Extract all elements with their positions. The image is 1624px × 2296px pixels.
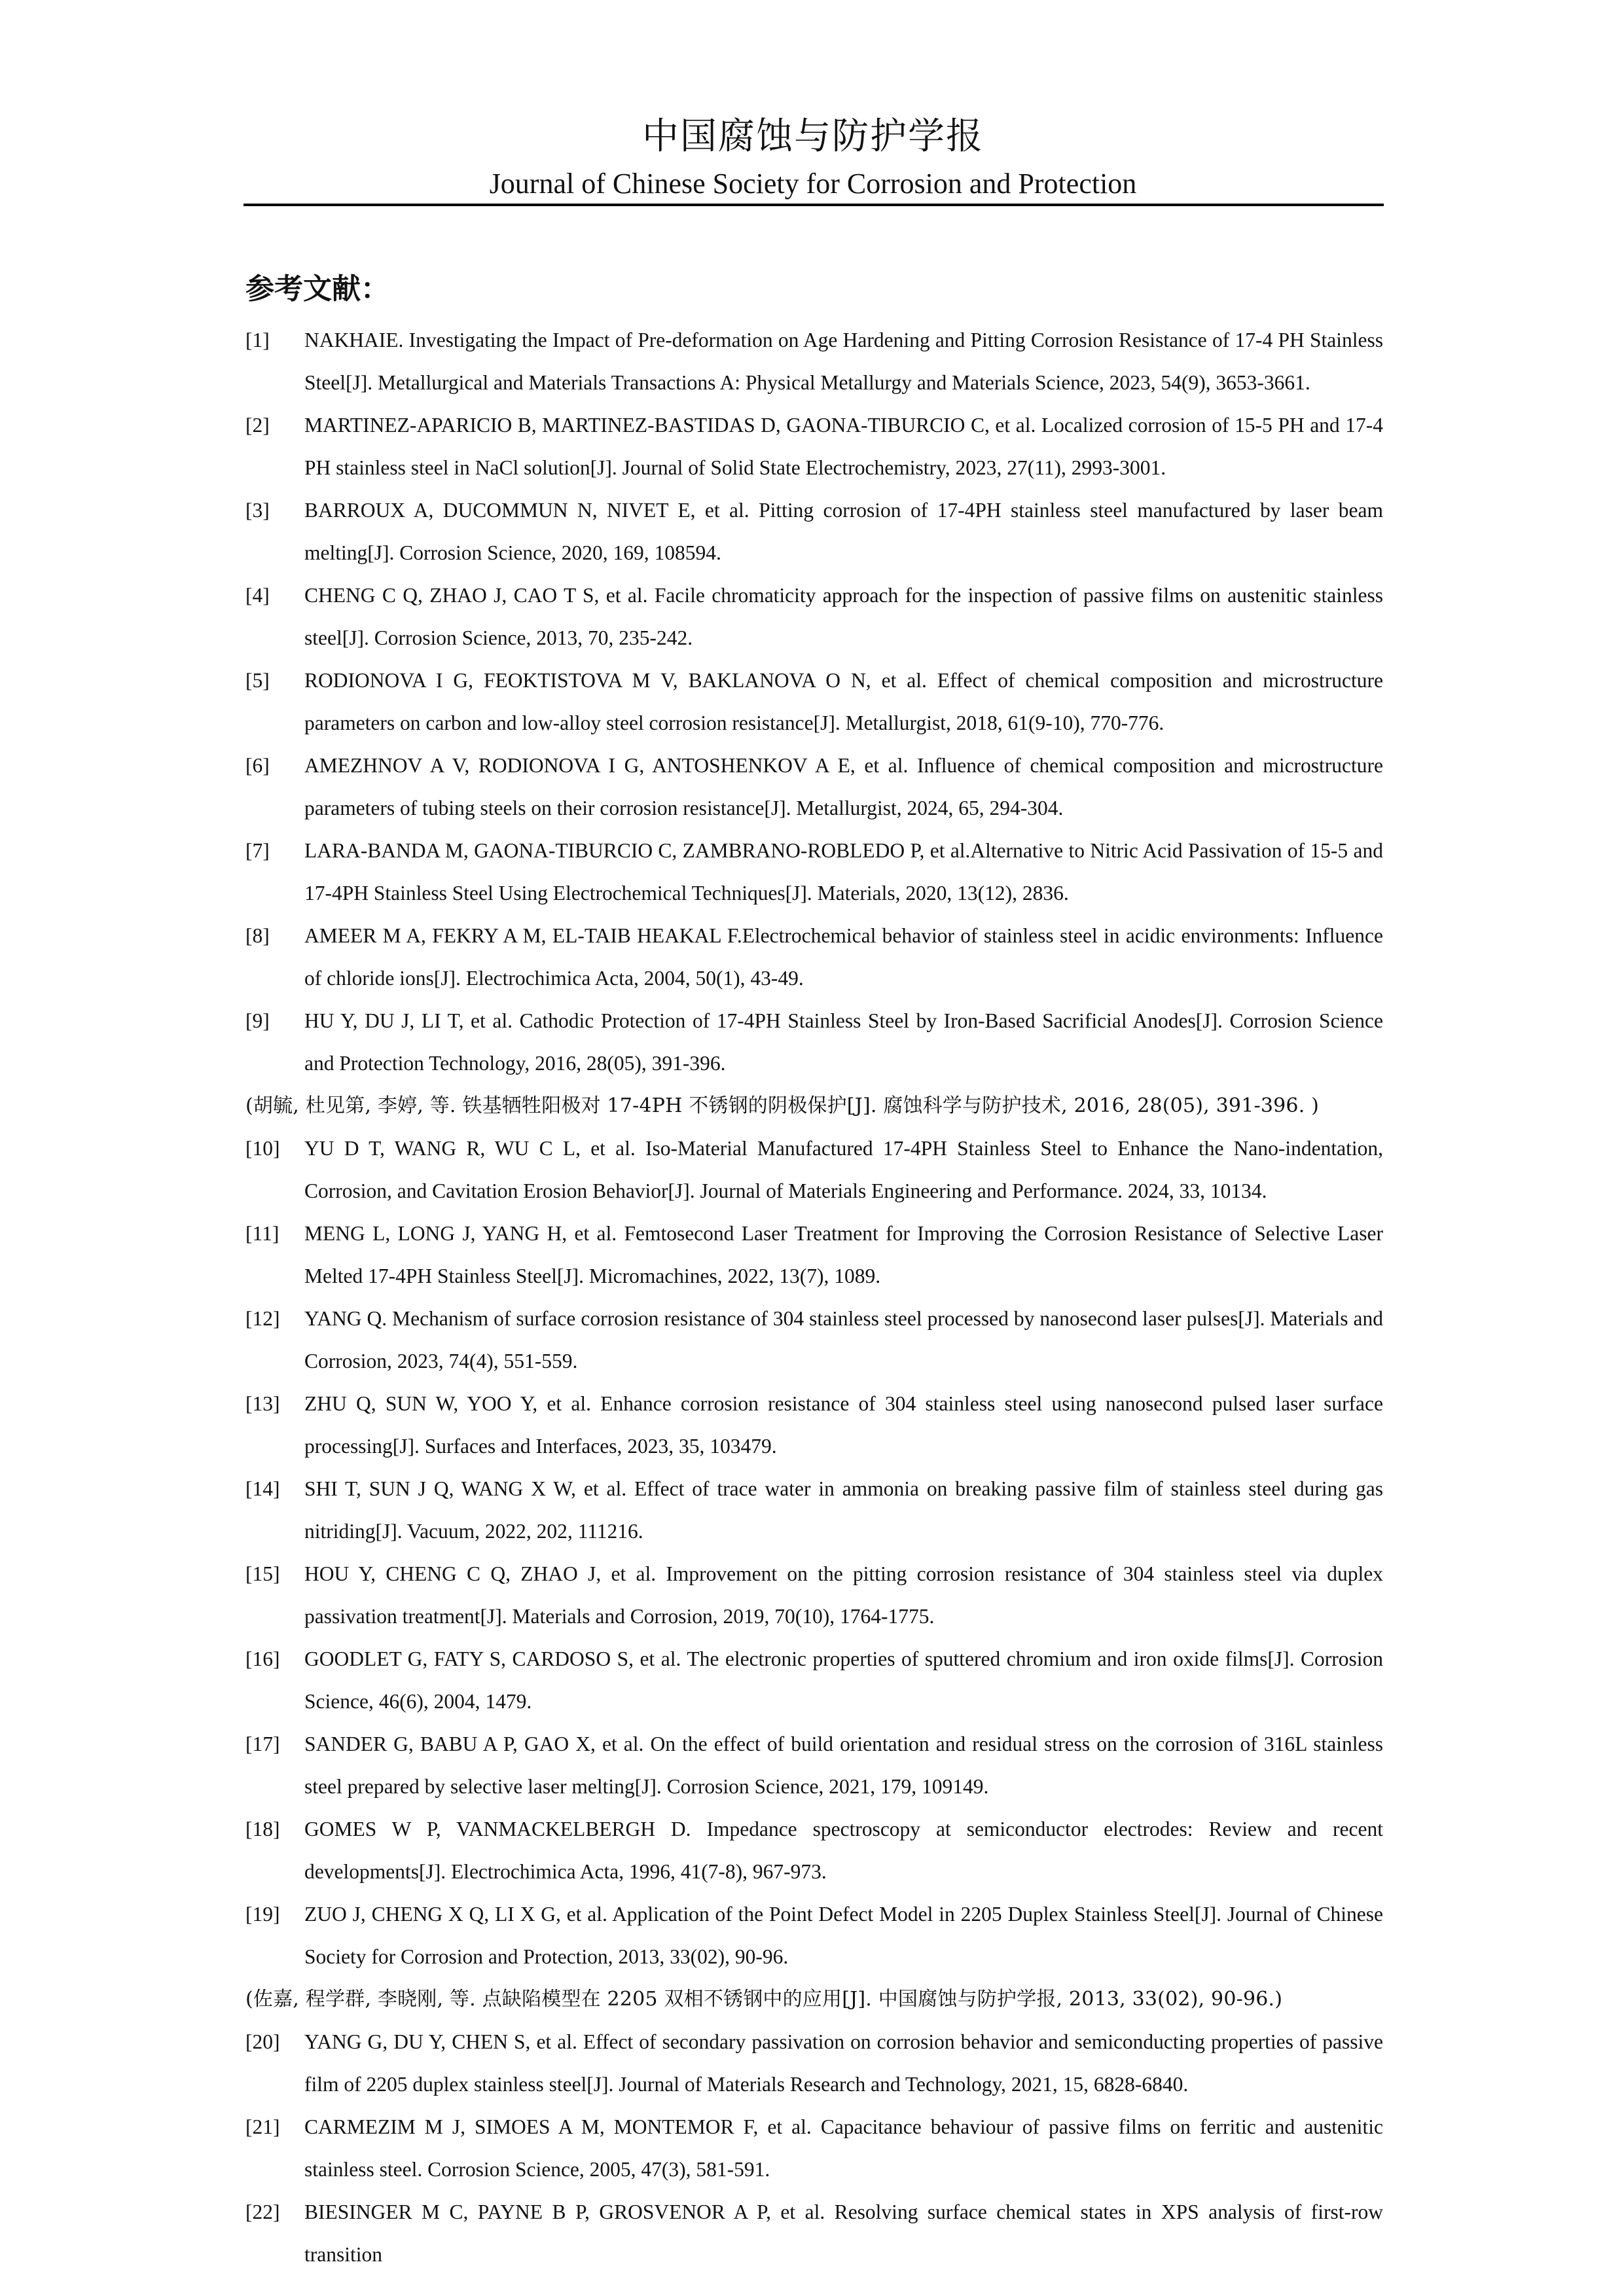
reference-number: [15] [245, 1562, 280, 1585]
reference-translation-note: (胡毓, 杜见第, 李婷, 等. 铁基牺牲阳极对 17-4PH 不锈钢的阴极保护[J]. 腐蚀科学与防护技术, 2016, 28(05), 391-396. ) [245, 1094, 1320, 1117]
reference-number: [12] [245, 1307, 280, 1330]
journal-title-en: Journal of Chinese Society for Corrosion and Protection [489, 168, 1137, 200]
reference-number: [10] [245, 1137, 280, 1160]
references-heading: 参考文献： [245, 272, 389, 306]
reference-item [245, 2191, 1383, 2276]
reference-number: [6] [245, 754, 270, 777]
reference-text: ZUO J, CHENG X Q, LI X G, et al. Application of the Point Defect Model in 2205 Duplex Stainless Steel[J]. Journal of Chinese Society for Corrosion and Protection, 2013, 33(02), 90-96. [304, 1903, 1383, 1968]
reference-item [245, 1893, 1383, 1978]
reference-text: YANG G, DU Y, CHEN S, et al. Effect of secondary passivation on corrosion behavior and semiconducting properties of passive film of 2205 duplex stainless steel[J]. Journal of Materials Research and Technology, 2021, 15, 6828-6840. [304, 2030, 1383, 2096]
reference-number: [7] [245, 839, 270, 862]
reference-item [245, 2106, 1383, 2191]
reference-item [245, 1552, 1383, 1638]
reference-text: HU Y, DU J, LI T, et al. Cathodic Protection of 17-4PH Stainless Steel by Iron-Based Sacrificial Anodes[J]. Corrosion Science and Protection Technology, 2016, 28(05), 391-396. [304, 1009, 1383, 1075]
reference-text: HOU Y, CHENG C Q, ZHAO J, et al. Improvement on the pitting corrosion resistance of 304 stainless steel via duplex passivation treatment[J]. Materials and Corrosion, 2019, 70(10), 1764-1775. [304, 1562, 1383, 1628]
reference-text: GOMES W P, VANMACKELBERGH D. Impedance spectroscopy at semiconductor electrodes: Review and recent developments[J]. Electrochimica Acta, 1996, 41(7-8), 967-973. [304, 1818, 1383, 1883]
reference-item [245, 1638, 1383, 1723]
reference-text: YANG Q. Mechanism of surface corrosion resistance of 304 stainless steel processed by nanosecond laser pulses[J]. Materials and Corrosion, 2023, 74(4), 551-559. [304, 1307, 1383, 1372]
reference-number: [1] [245, 329, 270, 351]
reference-item [245, 489, 1383, 574]
reference-text: SANDER G, BABU A P, GAO X, et al. On the effect of build orientation and residual stress on the corrosion of 316L stainless steel prepared by selective laser melting[J]. Corrosion Science, 2021, 179, 109149. [304, 1732, 1383, 1798]
reference-text: BIESINGER M C, PAYNE B P, GROSVENOR A P, et al. Resolving surface chemical states in XPS analysis of first-row transition [304, 2200, 1383, 2266]
reference-number: [22] [245, 2200, 280, 2223]
reference-number: [20] [245, 2030, 280, 2053]
reference-text: AMEZHNOV A V, RODIONOVA I G, ANTOSHENKOV A E, et al. Influence of chemical composition and microstructure parameters of tubing steels on their corrosion resistance[J]. Metallurgist, 2024, 65, 294-304. [304, 754, 1383, 819]
reference-text: ZHU Q, SUN W, YOO Y, et al. Enhance corrosion resistance of 304 stainless steel using nanosecond pulsed laser surface processing[J]. Surfaces and Interfaces, 2023, 35, 103479. [304, 1392, 1383, 1458]
reference-number: [2] [245, 414, 270, 437]
reference-number: [9] [245, 1009, 270, 1032]
reference-text: MENG L, LONG J, YANG H, et al. Femtosecond Laser Treatment for Improving the Corrosion Resistance of Selective Laser Melted 17-4PH Stainless Steel[J]. Micromachines, 2022, 13(7), 1089. [304, 1222, 1383, 1287]
reference-item [245, 2020, 1383, 2106]
reference-item [245, 404, 1383, 489]
reference-text: LARA-BANDA M, GAONA-TIBURCIO C, ZAMBRANO-ROBLEDO P, et al.Alternative to Nitric Acid Passivation of 15-5 and 17-4PH Stainless Steel Using Electrochemical Techniques[J]. Materials, 2020, 13(12), 2836. [304, 839, 1383, 905]
reference-number: [19] [245, 1903, 280, 1926]
reference-text: YU D T, WANG R, WU C L, et al. Iso-Material Manufactured 17-4PH Stainless Steel to Enhance the Nano-indentation, Corrosion, and Cavitation Erosion Behavior[J]. Journal of Materials Engineering and Performance. 2024, 33, 10134. [304, 1137, 1383, 1202]
reference-item [245, 1212, 1383, 1297]
reference-item [245, 1127, 1383, 1212]
reference-number: [3] [245, 499, 270, 522]
reference-list [245, 319, 1383, 2276]
reference-number: [11] [245, 1222, 280, 1245]
reference-item [245, 1808, 1383, 1893]
reference-text: SHI T, SUN J Q, WANG X W, et al. Effect of trace water in ammonia on breaking passive film of stainless steel during gas nitriding[J]. Vacuum, 2022, 202, 111216. [304, 1477, 1383, 1543]
reference-item [245, 829, 1383, 914]
reference-text: MARTINEZ-APARICIO B, MARTINEZ-BASTIDAS D, GAONA-TIBURCIO C, et al. Localized corrosion of 15-5 PH and 17-4 PH stainless steel in NaCl solution[J]. Journal of Solid State Electrochemistry, 2023, 27(11), 2993-3001. [304, 414, 1383, 479]
reference-item [245, 1723, 1383, 1808]
header-divider [244, 204, 1384, 206]
reference-text: NAKHAIE. Investigating the Impact of Pre-deformation on Age Hardening and Pitting Corrosion Resistance of 17-4 PH Stainless Steel[J]. Metallurgical and Materials Transactions A: Physical Metallurgy and Materials Science, 2023, 54(9), 3653-3661. [304, 329, 1383, 394]
reference-item [245, 1297, 1383, 1382]
reference-translation-note: (佐嘉, 程学群, 李晓刚, 等. 点缺陷模型在 2205 双相不锈钢中的应用[J]. 中国腐蚀与防护学报, 2013, 33(02), 90-96.) [245, 1988, 1283, 2011]
reference-item [245, 1382, 1383, 1467]
reference-text: CHENG C Q, ZHAO J, CAO T S, et al. Facile chromaticity approach for the inspection of passive films on austenitic stainless steel[J]. Corrosion Science, 2013, 70, 235-242. [304, 584, 1383, 649]
reference-number: [13] [245, 1392, 280, 1415]
reference-item [245, 744, 1383, 829]
reference-number: [16] [245, 1647, 280, 1670]
reference-number: [17] [245, 1732, 280, 1755]
reference-item [245, 999, 1383, 1085]
reference-number: [8] [245, 924, 270, 947]
reference-item [245, 574, 1383, 659]
reference-text: BARROUX A, DUCOMMUN N, NIVET E, et al. Pitting corrosion of 17-4PH stainless steel manufactured by laser beam melting[J]. Corrosion Science, 2020, 169, 108594. [304, 499, 1383, 564]
reference-item [245, 319, 1383, 404]
reference-number: [14] [245, 1477, 280, 1500]
reference-text: CARMEZIM M J, SIMOES A M, MONTEMOR F, et al. Capacitance behaviour of passive films on ferritic and austenitic stainless steel. Corrosion Science, 2005, 47(3), 581-591. [304, 2115, 1383, 2181]
reference-text: GOODLET G, FATY S, CARDOSO S, et al. The electronic properties of sputtered chromium and iron oxide films[J]. Corrosion Science, 46(6), 2004, 1479. [304, 1647, 1383, 1713]
reference-number: [5] [245, 669, 270, 692]
reference-item [245, 659, 1383, 744]
reference-text: AMEER M A, FEKRY A M, EL-TAIB HEAKAL F.Electrochemical behavior of stainless steel in acidic environments: Influence of chloride ions[J]. Electrochimica Acta, 2004, 50(1), 43-49. [304, 924, 1383, 990]
reference-number: [18] [245, 1818, 280, 1840]
reference-number: [4] [245, 584, 270, 607]
reference-text: RODIONOVA I G, FEOKTISTOVA M V, BAKLANOVA O N, et al. Effect of chemical composition and microstructure parameters on carbon and low-alloy steel corrosion resistance[J]. Metallurgist, 2018, 61(9-10), 770-776. [304, 669, 1383, 734]
reference-item [245, 914, 1383, 999]
journal-title-cn: 中国腐蚀与防护学报 [642, 115, 984, 158]
reference-item [245, 1467, 1383, 1552]
reference-number: [21] [245, 2115, 280, 2138]
journal-header [244, 111, 1382, 206]
